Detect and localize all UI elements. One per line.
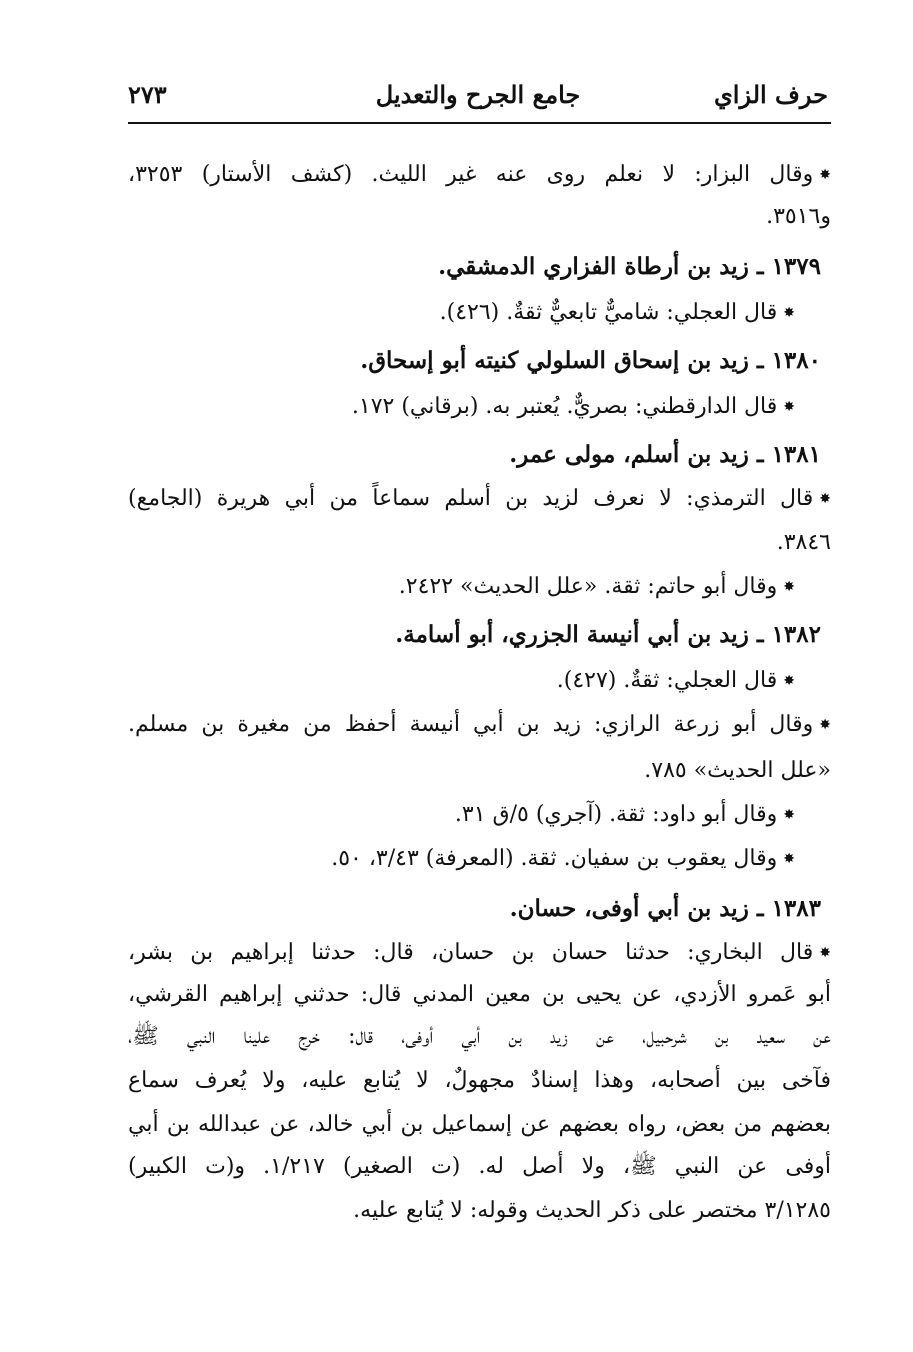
star-bullet-icon: ✸ xyxy=(819,717,831,733)
text-line xyxy=(128,160,831,190)
text-line xyxy=(352,392,795,422)
line-text: ١٣٨١ ـ زيد بن أسلم، مولى عمر. xyxy=(509,441,821,468)
text-line xyxy=(128,1152,831,1182)
text-line xyxy=(128,980,831,1010)
header-rule xyxy=(128,122,831,124)
line-text: قال العجلي: ثقةٌ. (٤٢٧). xyxy=(556,668,778,693)
text-line xyxy=(128,1110,831,1140)
text-line xyxy=(353,1196,831,1226)
line-text: و٣٥١٦. xyxy=(766,204,831,229)
text-line xyxy=(644,756,831,786)
line-text: فآخى بين أصحابه، وهذا إسنادٌ مجهولٌ، لا يُتابع عليه، ولا يُعرف سماع xyxy=(128,1068,831,1093)
line-text: أوفى عن النبي ﷺ، ولا أصل له. (ت الصغير) ١/٢١٧. و(ت الكبير) xyxy=(128,1154,831,1179)
entry-heading xyxy=(360,346,821,376)
line-text: وقال أبو زرعة الرازي: زيد بن أبي أنيسة أحفظ من مغيرة بن مسلم. xyxy=(128,712,814,737)
page-number: ٢٧٣ xyxy=(128,80,167,109)
entry-heading xyxy=(395,620,821,650)
chapter-title: حرف الزاي xyxy=(714,80,828,109)
text-line xyxy=(557,666,795,696)
line-text: قال البخاري: حدثنا حسان بن حسان، قال: حدثنا إبراهيم بن بشر، xyxy=(128,940,814,965)
text-line xyxy=(128,484,831,514)
text-line xyxy=(777,528,831,558)
line-text: وقال أبو داود: ثقة. (آجري) ٥/ق ٣١. xyxy=(454,802,778,827)
entry-heading xyxy=(510,894,821,924)
star-bullet-icon: ✸ xyxy=(783,851,795,867)
star-bullet-icon: ✸ xyxy=(783,579,795,595)
text-line xyxy=(128,938,831,968)
star-bullet-icon: ✸ xyxy=(819,945,831,961)
line-text: وقال أبو حاتم: ثقة. «علل الحديث» ٢٤٢٢. xyxy=(398,574,778,599)
star-bullet-icon: ✸ xyxy=(783,673,795,689)
star-bullet-icon: ✸ xyxy=(819,491,831,507)
running-header xyxy=(128,72,828,116)
line-text: ٣/١٢٨٥ مختصر على ذكر الحديث وقوله: لا يُتابع عليه. xyxy=(353,1198,831,1223)
line-text: ١٣٨٣ ـ زيد بن أبي أوفى، حسان. xyxy=(509,895,821,922)
line-text: ١٣٨٢ ـ زيد بن أبي أنيسة الجزري، أبو أسامة. xyxy=(395,621,821,648)
line-text: «علل الحديث» ٧٨٥. xyxy=(644,758,831,783)
text-line xyxy=(399,572,795,602)
line-text: ١٣٧٩ ـ زيد بن أرطاة الفزاري الدمشقي. xyxy=(438,253,821,280)
star-bullet-icon: ✸ xyxy=(783,399,795,415)
book-title: جامع الجرح والتعديل xyxy=(375,80,581,109)
line-text: قال العجلي: شاميٌّ تابعيٌّ ثقةٌ. (٤٢٦). xyxy=(439,300,778,325)
star-bullet-icon: ✸ xyxy=(783,305,795,321)
star-bullet-icon: ✸ xyxy=(819,167,831,183)
text-line xyxy=(128,1022,831,1052)
star-bullet-icon: ✸ xyxy=(783,807,795,823)
text-line xyxy=(455,800,795,830)
line-text: بعضهم من بعض، رواه بعضهم عن إسماعيل بن أبي خالد، عن عبدالله بن أبي xyxy=(128,1112,831,1137)
line-text: قال الترمذي: لا نعرف لزيد بن أسلم سماعاً من أبي هريرة (الجامع) xyxy=(128,486,814,511)
line-text: ٣٨٤٦. xyxy=(776,530,831,555)
text-line xyxy=(128,710,831,740)
line-text: أبو عَمرو الأزدي، عن يحيى بن معين المدني قال: حدثني إبراهيم القرشي، xyxy=(128,982,831,1007)
text-line xyxy=(440,298,795,328)
line-text: قال الدارقطني: بصريٌّ. يُعتبر به. (برقاني) ١٧٢. xyxy=(351,394,778,419)
text-line xyxy=(128,1066,831,1096)
entry-heading xyxy=(509,440,821,470)
entry-heading xyxy=(438,252,821,282)
text-line xyxy=(331,844,795,874)
line-text: وقال البزار: لا نعلم روى عنه غير الليث. (كشف الأستار) ٣٢٥٣، xyxy=(128,162,814,187)
line-text: ١٣٨٠ ـ زيد بن إسحاق السلولي كنيته أبو إسحاق. xyxy=(360,347,821,374)
line-text: وقال يعقوب بن سفيان. ثقة. (المعرفة) ٣/٤٣، ٥٠. xyxy=(331,846,778,871)
text-line xyxy=(766,202,831,232)
line-text: عن سعيد بن شرحبيل، عن زيد بن أبي أوفى، قال: خرج علينا النبي ﷺ، xyxy=(128,1024,831,1049)
